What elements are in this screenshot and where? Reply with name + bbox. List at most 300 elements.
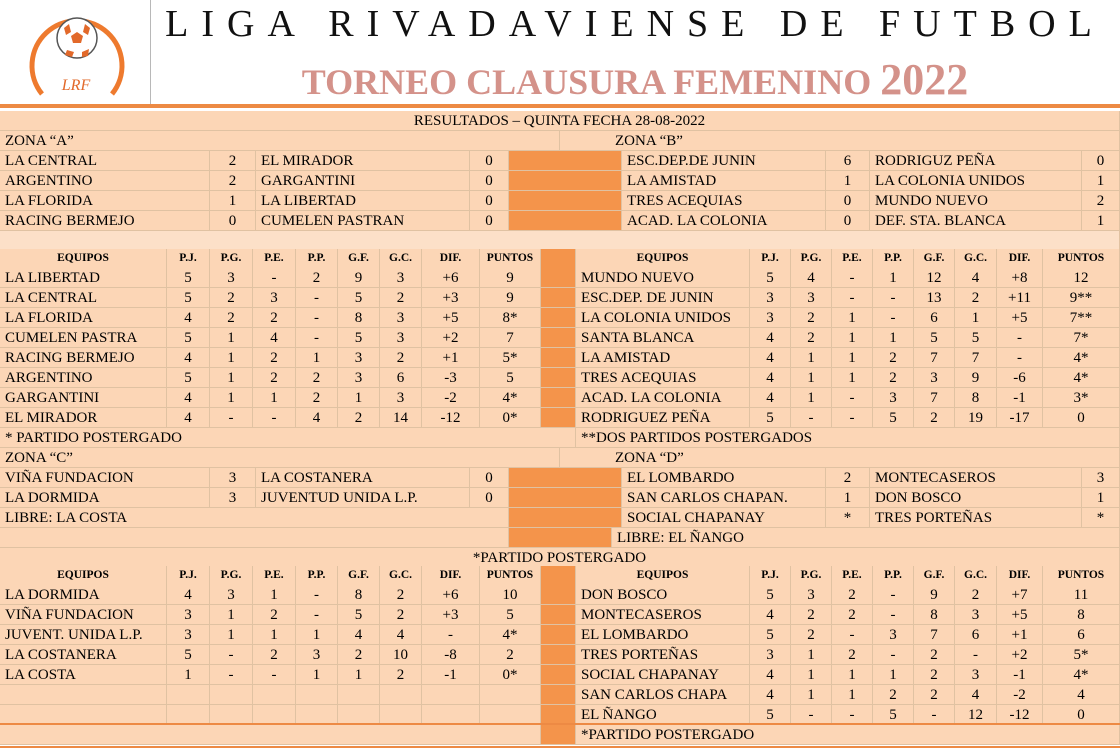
separator-cell bbox=[541, 605, 576, 625]
team-pj: 3 bbox=[750, 645, 791, 665]
team-gc: 6 bbox=[380, 368, 422, 388]
team-pj: 5 bbox=[167, 328, 210, 348]
away-team: LA COSTANERA bbox=[256, 468, 470, 488]
header-equipos: EQUIPOS bbox=[0, 249, 167, 269]
header-pg: P.G. bbox=[791, 249, 832, 269]
team-pe: 2 bbox=[832, 585, 873, 605]
team-pe: 1 bbox=[832, 328, 873, 348]
team-puntos: 0* bbox=[480, 665, 541, 685]
note-mid-row bbox=[0, 548, 1120, 568]
zone-ab-header bbox=[0, 131, 1120, 151]
team-pj: 4 bbox=[750, 368, 791, 388]
team-pp: - bbox=[873, 645, 914, 665]
team-puntos: 3* bbox=[1043, 388, 1120, 408]
tournament-title bbox=[150, 54, 1120, 105]
team-pp: 3 bbox=[873, 388, 914, 408]
separator-cell bbox=[541, 705, 576, 725]
free-row bbox=[0, 528, 1120, 548]
team-pp: - bbox=[873, 585, 914, 605]
standings-header bbox=[0, 566, 1120, 586]
team-pp: 1 bbox=[296, 348, 338, 368]
away-score: 0 bbox=[470, 488, 509, 508]
zone-cd-header bbox=[0, 448, 1120, 468]
league-logo bbox=[20, 2, 132, 100]
team-equipos: LA COSTA bbox=[0, 665, 167, 685]
team-gf bbox=[338, 705, 380, 725]
home-team: RACING BERMEJO bbox=[0, 211, 210, 231]
header-puntos: PUNTOS bbox=[1043, 566, 1120, 586]
team-pp bbox=[296, 705, 338, 725]
team-gf: 2 bbox=[914, 685, 955, 705]
team-pp: 5 bbox=[873, 705, 914, 725]
match-row bbox=[0, 508, 1120, 528]
team-gf: 5 bbox=[338, 605, 380, 625]
away-team: DON BOSCO bbox=[870, 488, 1082, 508]
team-pe: - bbox=[253, 268, 296, 288]
separator-cell bbox=[541, 685, 576, 705]
team-pe: - bbox=[253, 408, 296, 428]
standings-row bbox=[0, 625, 1120, 645]
match-row bbox=[0, 211, 1120, 231]
team-pp: 3 bbox=[873, 625, 914, 645]
standings-row bbox=[0, 348, 1120, 368]
team-puntos: 7 bbox=[480, 328, 541, 348]
header-pe: P.E. bbox=[253, 566, 296, 586]
team-dif: +1 bbox=[997, 625, 1043, 645]
team-pe: 1 bbox=[253, 585, 296, 605]
team-puntos: 9** bbox=[1043, 288, 1120, 308]
separator-cell bbox=[509, 508, 622, 528]
match-row bbox=[0, 191, 1120, 211]
team-pp: 1 bbox=[296, 625, 338, 645]
team-gf: - bbox=[914, 705, 955, 725]
team-pg: 1 bbox=[791, 388, 832, 408]
away-score: 1 bbox=[1082, 211, 1120, 231]
team-pg: 2 bbox=[791, 308, 832, 328]
team-gc: - bbox=[955, 645, 997, 665]
home-team: TRES ACEQUIAS bbox=[622, 191, 826, 211]
free-team: LIBRE: EL ÑANGO bbox=[612, 528, 1120, 548]
team-puntos: 8* bbox=[480, 308, 541, 328]
separator-cell bbox=[541, 348, 576, 368]
team-puntos: 4* bbox=[1043, 665, 1120, 685]
separator-cell bbox=[541, 288, 576, 308]
notes-row bbox=[0, 428, 1120, 448]
team-gc: 2 bbox=[955, 585, 997, 605]
team-pg bbox=[210, 685, 253, 705]
away-score: 3 bbox=[1082, 468, 1120, 488]
team-pg: 2 bbox=[210, 308, 253, 328]
match-row bbox=[0, 151, 1120, 171]
home-score: 2 bbox=[210, 171, 256, 191]
header-pj: P.J. bbox=[750, 249, 791, 269]
team-dif: -8 bbox=[422, 645, 480, 665]
team-dif: -2 bbox=[422, 388, 480, 408]
team-pj: 4 bbox=[167, 585, 210, 605]
team-dif: -1 bbox=[422, 665, 480, 685]
team-pg: - bbox=[210, 645, 253, 665]
away-score: 0 bbox=[470, 191, 509, 211]
zone-d-label: ZONA “D” bbox=[560, 448, 1120, 468]
away-score: 0 bbox=[470, 468, 509, 488]
team-gf: 13 bbox=[914, 288, 955, 308]
team-pj: 3 bbox=[167, 605, 210, 625]
team-pp: 2 bbox=[296, 388, 338, 408]
team-gf: 8 bbox=[338, 585, 380, 605]
team-pe: - bbox=[253, 665, 296, 685]
standings-row bbox=[0, 268, 1120, 288]
team-pj: 4 bbox=[750, 328, 791, 348]
team-pg: 4 bbox=[791, 268, 832, 288]
header-puntos: PUNTOS bbox=[1043, 249, 1120, 269]
blank-cell bbox=[0, 725, 541, 745]
zone-a-label: ZONA “A” bbox=[0, 131, 560, 151]
team-pg: 3 bbox=[791, 288, 832, 308]
team-pg: - bbox=[210, 408, 253, 428]
team-pe: 2 bbox=[832, 645, 873, 665]
team-dif: +3 bbox=[422, 605, 480, 625]
team-puntos bbox=[480, 705, 541, 725]
team-gc: 7 bbox=[955, 348, 997, 368]
team-dif bbox=[422, 685, 480, 705]
team-puntos: 12 bbox=[1043, 268, 1120, 288]
team-pp: 4 bbox=[296, 408, 338, 428]
header-pp: P.P. bbox=[296, 566, 338, 586]
team-pp: - bbox=[296, 288, 338, 308]
home-score: 2 bbox=[826, 468, 870, 488]
team-pg: - bbox=[210, 665, 253, 685]
team-pg: 3 bbox=[210, 585, 253, 605]
team-gf: 1 bbox=[338, 388, 380, 408]
team-gf: 8 bbox=[914, 605, 955, 625]
free-team: LIBRE: LA COSTA bbox=[0, 508, 509, 528]
home-team: LA CENTRAL bbox=[0, 151, 210, 171]
team-dif: +2 bbox=[997, 645, 1043, 665]
team-puntos: 5 bbox=[480, 605, 541, 625]
away-team: MONTECASEROS bbox=[870, 468, 1082, 488]
team-pj: 3 bbox=[167, 625, 210, 645]
results-title-row bbox=[0, 111, 1120, 131]
standings-row bbox=[0, 288, 1120, 308]
team-pe: 2 bbox=[253, 645, 296, 665]
team-pj: 5 bbox=[750, 268, 791, 288]
header-gc: G.C. bbox=[380, 566, 422, 586]
away-team: LA LIBERTAD bbox=[256, 191, 470, 211]
separator-cell bbox=[509, 528, 612, 548]
header-gf: G.F. bbox=[338, 566, 380, 586]
header-dif: DIF. bbox=[422, 249, 480, 269]
team-pe: 4 bbox=[253, 328, 296, 348]
bottom-line bbox=[0, 723, 1120, 725]
team-pe: - bbox=[832, 288, 873, 308]
team-dif: +11 bbox=[997, 288, 1043, 308]
team-pg: 1 bbox=[791, 685, 832, 705]
home-team: SAN CARLOS CHAPAN. bbox=[622, 488, 826, 508]
team-dif: -2 bbox=[997, 685, 1043, 705]
zone-b-label: ZONA “B” bbox=[560, 131, 1120, 151]
team-equipos: RODRIGUEZ PEÑA bbox=[576, 408, 750, 428]
team-gf: 3 bbox=[338, 368, 380, 388]
team-gf: 4 bbox=[338, 625, 380, 645]
team-equipos: LA AMISTAD bbox=[576, 348, 750, 368]
team-pg: 1 bbox=[210, 625, 253, 645]
team-pj: 4 bbox=[750, 388, 791, 408]
team-gc: 5 bbox=[955, 328, 997, 348]
team-dif: - bbox=[422, 625, 480, 645]
postponed-note: *PARTIDO POSTERGADO bbox=[576, 725, 1120, 745]
team-pp: 1 bbox=[873, 328, 914, 348]
team-pg: 1 bbox=[791, 665, 832, 685]
team-equipos: DON BOSCO bbox=[576, 585, 750, 605]
team-pp: 1 bbox=[296, 665, 338, 685]
header-gf: G.F. bbox=[338, 249, 380, 269]
team-gc: 6 bbox=[955, 625, 997, 645]
team-dif: -12 bbox=[997, 705, 1043, 725]
header-pp: P.P. bbox=[873, 249, 914, 269]
team-pe: 1 bbox=[832, 308, 873, 328]
header-pj: P.J. bbox=[750, 566, 791, 586]
team-equipos: RACING BERMEJO bbox=[0, 348, 167, 368]
team-equipos: SOCIAL CHAPANAY bbox=[576, 665, 750, 685]
separator-cell bbox=[509, 488, 622, 508]
page-title: LIGA RIVADAVIENSE DE FUTBOL bbox=[165, 3, 1105, 45]
top-sep bbox=[0, 106, 1120, 108]
team-equipos: MUNDO NUEVO bbox=[576, 268, 750, 288]
team-dif: -3 bbox=[422, 368, 480, 388]
team-gc: 3 bbox=[380, 388, 422, 408]
team-gf: 5 bbox=[338, 328, 380, 348]
team-dif: +6 bbox=[422, 268, 480, 288]
standings-row bbox=[0, 705, 1120, 725]
team-pj: 4 bbox=[750, 348, 791, 368]
team-puntos: 9 bbox=[480, 288, 541, 308]
team-gf: 12 bbox=[914, 268, 955, 288]
team-gf: 3 bbox=[338, 348, 380, 368]
home-team: LA FLORIDA bbox=[0, 191, 210, 211]
team-pp bbox=[296, 685, 338, 705]
header-equipos: EQUIPOS bbox=[576, 249, 750, 269]
away-score: 1 bbox=[1082, 171, 1120, 191]
team-pg: 2 bbox=[210, 288, 253, 308]
team-pp: - bbox=[873, 288, 914, 308]
team-pp: - bbox=[296, 328, 338, 348]
team-pe: 1 bbox=[253, 625, 296, 645]
team-pe: 1 bbox=[832, 685, 873, 705]
team-puntos: 8 bbox=[1043, 605, 1120, 625]
team-pg: - bbox=[791, 408, 832, 428]
team-puntos: 11 bbox=[1043, 585, 1120, 605]
team-equipos: ARGENTINO bbox=[0, 368, 167, 388]
team-dif: -12 bbox=[422, 408, 480, 428]
home-team: ACAD. LA COLONIA bbox=[622, 211, 826, 231]
team-pp: - bbox=[296, 308, 338, 328]
team-puntos: 0 bbox=[1043, 408, 1120, 428]
home-score: 3 bbox=[210, 468, 256, 488]
team-gc: 3 bbox=[380, 308, 422, 328]
team-gf: 7 bbox=[914, 348, 955, 368]
tournament-year: 2022 bbox=[880, 55, 969, 104]
team-pj bbox=[167, 705, 210, 725]
standings-row bbox=[0, 328, 1120, 348]
team-pg: 2 bbox=[791, 328, 832, 348]
team-puntos: 0* bbox=[480, 408, 541, 428]
away-team: RODRIGUZ PEÑA bbox=[870, 151, 1082, 171]
team-gf bbox=[338, 685, 380, 705]
team-pe bbox=[253, 685, 296, 705]
team-dif: -17 bbox=[997, 408, 1043, 428]
match-row bbox=[0, 488, 1120, 508]
team-pg: 2 bbox=[791, 625, 832, 645]
away-score: 0 bbox=[470, 211, 509, 231]
team-pg: - bbox=[791, 705, 832, 725]
team-gc: 4 bbox=[955, 685, 997, 705]
home-score: * bbox=[826, 508, 870, 528]
team-puntos: 4* bbox=[1043, 368, 1120, 388]
team-puntos: 10 bbox=[480, 585, 541, 605]
team-dif: -6 bbox=[997, 368, 1043, 388]
away-score: 1 bbox=[1082, 488, 1120, 508]
team-pj: 5 bbox=[750, 625, 791, 645]
team-equipos: ACAD. LA COLONIA bbox=[576, 388, 750, 408]
away-team: DEF. STA. BLANCA bbox=[870, 211, 1082, 231]
away-score: 0 bbox=[470, 151, 509, 171]
away-score: * bbox=[1082, 508, 1120, 528]
separator-cell bbox=[509, 191, 622, 211]
team-gc: 4 bbox=[380, 625, 422, 645]
team-pg: 1 bbox=[210, 328, 253, 348]
team-puntos: 4 bbox=[1043, 685, 1120, 705]
team-pj: 5 bbox=[750, 408, 791, 428]
postponed-note: *PARTIDO POSTERGADO bbox=[0, 548, 1120, 568]
team-pe: 2 bbox=[832, 605, 873, 625]
team-gc: 3 bbox=[955, 605, 997, 625]
team-gc: 3 bbox=[380, 268, 422, 288]
header-gc: G.C. bbox=[955, 566, 997, 586]
team-equipos: VIÑA FUNDACION bbox=[0, 605, 167, 625]
team-pj: 4 bbox=[750, 685, 791, 705]
team-pe: 1 bbox=[832, 368, 873, 388]
team-equipos: CUMELEN PASTRA bbox=[0, 328, 167, 348]
team-pe: 1 bbox=[832, 348, 873, 368]
separator-cell bbox=[541, 585, 576, 605]
team-pe: - bbox=[832, 625, 873, 645]
standings-row bbox=[0, 605, 1120, 625]
header-pe: P.E. bbox=[832, 249, 873, 269]
team-gc: 3 bbox=[955, 665, 997, 685]
home-team: EL LOMBARDO bbox=[622, 468, 826, 488]
team-gc: 2 bbox=[380, 605, 422, 625]
header-dif: DIF. bbox=[997, 566, 1043, 586]
postponed-note: * PARTIDO POSTERGADO bbox=[0, 428, 576, 448]
team-pj: 4 bbox=[750, 665, 791, 685]
team-pp: 1 bbox=[873, 268, 914, 288]
team-equipos: TRES ACEQUIAS bbox=[576, 368, 750, 388]
team-gc: 12 bbox=[955, 705, 997, 725]
header-pg: P.G. bbox=[210, 249, 253, 269]
team-dif: -1 bbox=[997, 665, 1043, 685]
team-gf: 2 bbox=[338, 645, 380, 665]
team-gc bbox=[380, 705, 422, 725]
team-puntos: 5* bbox=[480, 348, 541, 368]
team-equipos: TRES PORTEÑAS bbox=[576, 645, 750, 665]
home-score: 2 bbox=[210, 151, 256, 171]
team-equipos: MONTECASEROS bbox=[576, 605, 750, 625]
team-equipos: JUVENT. UNIDA L.P. bbox=[0, 625, 167, 645]
team-equipos: ESC.DEP. DE JUNIN bbox=[576, 288, 750, 308]
home-score: 3 bbox=[210, 488, 256, 508]
separator-cell bbox=[541, 408, 576, 428]
team-gc: 1 bbox=[955, 308, 997, 328]
team-dif bbox=[422, 705, 480, 725]
separator-cell bbox=[509, 211, 622, 231]
team-pg: 1 bbox=[791, 368, 832, 388]
team-pp: 2 bbox=[873, 685, 914, 705]
team-gc: 2 bbox=[380, 585, 422, 605]
team-gc: 4 bbox=[955, 268, 997, 288]
header-pj: P.J. bbox=[167, 566, 210, 586]
standings-row bbox=[0, 665, 1120, 685]
team-pp: 2 bbox=[296, 368, 338, 388]
team-pg: 1 bbox=[210, 368, 253, 388]
team-dif: +2 bbox=[422, 328, 480, 348]
home-score: 0 bbox=[826, 211, 870, 231]
home-score: 1 bbox=[826, 488, 870, 508]
team-puntos: 9 bbox=[480, 268, 541, 288]
team-pp: 2 bbox=[873, 368, 914, 388]
separator-cell bbox=[541, 368, 576, 388]
standings-row bbox=[0, 368, 1120, 388]
separator-cell bbox=[541, 249, 576, 269]
team-equipos bbox=[0, 685, 167, 705]
away-score: 2 bbox=[1082, 191, 1120, 211]
results-title: RESULTADOS – QUINTA FECHA 28-08-2022 bbox=[0, 111, 1120, 131]
header-pp: P.P. bbox=[296, 249, 338, 269]
team-puntos: 6 bbox=[1043, 625, 1120, 645]
team-gf: 5 bbox=[338, 288, 380, 308]
team-puntos: 5 bbox=[480, 368, 541, 388]
separator-cell bbox=[541, 625, 576, 645]
team-pj: 5 bbox=[750, 585, 791, 605]
team-gc: 2 bbox=[380, 665, 422, 685]
tournament-name: TORNEO CLAUSURA FEMENINO bbox=[301, 62, 872, 102]
home-score: 0 bbox=[210, 211, 256, 231]
team-pp: 2 bbox=[873, 348, 914, 368]
team-gc: 10 bbox=[380, 645, 422, 665]
team-equipos: EL ÑANGO bbox=[576, 705, 750, 725]
team-pj: 4 bbox=[750, 605, 791, 625]
team-gf: 2 bbox=[338, 408, 380, 428]
team-pp: 5 bbox=[873, 408, 914, 428]
home-team: LA DORMIDA bbox=[0, 488, 210, 508]
team-equipos: LA LIBERTAD bbox=[0, 268, 167, 288]
team-dif: +1 bbox=[422, 348, 480, 368]
match-row bbox=[0, 171, 1120, 191]
team-pe: - bbox=[832, 705, 873, 725]
standings-row bbox=[0, 585, 1120, 605]
away-team: CUMELEN PASTRAN bbox=[256, 211, 470, 231]
blank-cell bbox=[0, 528, 509, 548]
team-pg bbox=[210, 705, 253, 725]
header-gf: G.F. bbox=[914, 566, 955, 586]
header-pe: P.E. bbox=[253, 249, 296, 269]
away-team: EL MIRADOR bbox=[256, 151, 470, 171]
away-team: MUNDO NUEVO bbox=[870, 191, 1082, 211]
team-pp: - bbox=[873, 308, 914, 328]
header-equipos: EQUIPOS bbox=[576, 566, 750, 586]
zone-c-label: ZONA “C” bbox=[0, 448, 560, 468]
team-equipos: LA COSTANERA bbox=[0, 645, 167, 665]
separator-cell bbox=[541, 725, 576, 745]
